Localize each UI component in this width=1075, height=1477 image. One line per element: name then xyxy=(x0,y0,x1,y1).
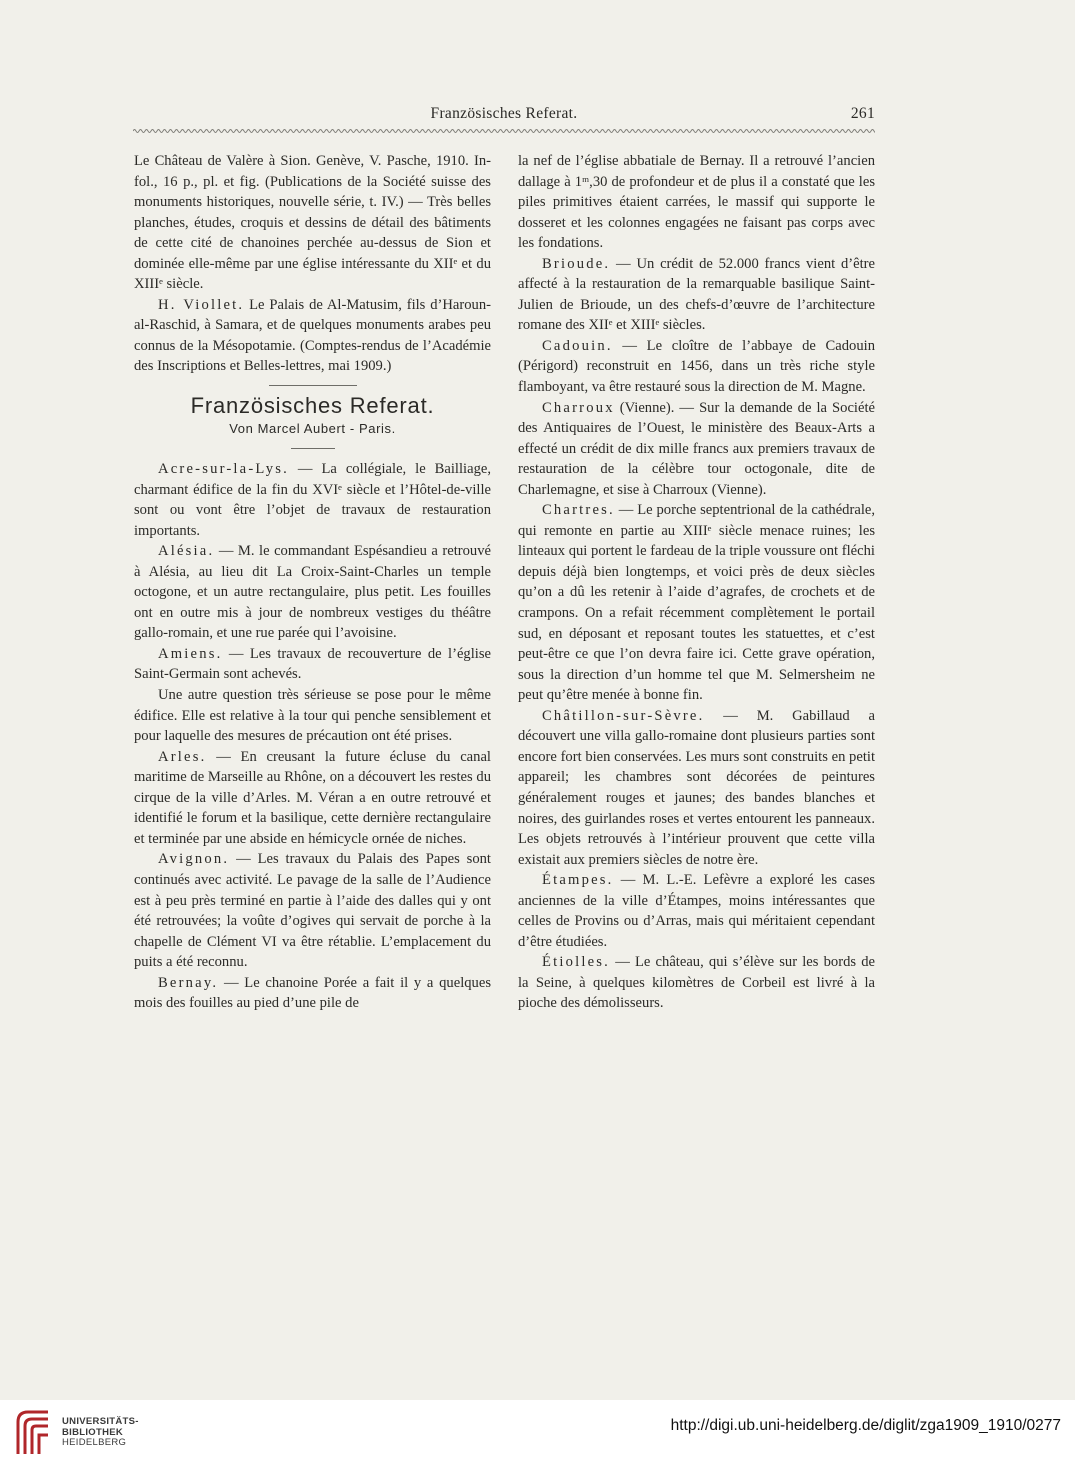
divider xyxy=(291,448,335,449)
report-entry: Alésia. — M. le commandant Espésandieu a retrouvé à Alésia, au lieu dit La Croix-Saint-Charles un temple octogone, et un autre rectangulaire, plus petit. Les fouilles ont en outre mis à jour de nombreux vestiges du théâtre gallo-romain, et une rue parée qui l’avoisine. xyxy=(134,543,491,642)
report-entry: Bernay. — Le chanoine Porée a fait il y a quelques mois des fouilles au pied d’une pile de xyxy=(134,974,491,1012)
running-header xyxy=(133,103,875,127)
running-title: Französisches Referat. xyxy=(430,105,578,122)
report-entry: Étampes. — M. L.-E. Lefèvre a exploré les cases anciennes de la ville d’Étampes, moins intéressantes que celles de Provins ou d’Arras, mais qui méritaient cependant d’être étudiées. xyxy=(518,872,875,950)
left-column xyxy=(134,151,491,1014)
report-entry: Chartres. — Le porche septentrional de la cathédrale, qui remonte en partie au XIIIᵉ siècle menace ruines; les linteaux qui portent le fardeau de la triple voussure ont fléchi depuis déjà bien longtemps, et voici près de deux siècles qu’on a dû les retenir à l’aide d’agrafes, de crochets et de crampons. On a refait récemment complètement le portail sud, en déposant et reposant toutes les statuettes, et c’est peut-être ce que l’on devra faire ici. Cette grave opération, sous la direction d’un homme tel que M. Selmersheim ne peut qu’être menée à bonne fin. xyxy=(518,502,875,704)
page-number: 261 xyxy=(850,105,875,122)
report-entry: Avignon. — Les travaux du Palais des Papes sont continués avec activité. Le pavage de la salle de l’Audience est à peu près terminé en partie à l’aide des dalles qui y ont été retrouvées; la voûte d’ogives qui servait de porche à la chapelle de Clément VI va être rétablie. L’emplacement du puits a été reconnu. xyxy=(134,851,491,971)
report-entry: Châtillon-sur-Sèvre. — M. Gabillaud a découvert une villa gallo-romaine dont plusieurs parties sont encore fort bien conservées. Les murs sont construits en petit appareil; les chambres sont décorées de peintures généralement rouges et jaunes; des bandes blanches et noires, des guirlandes roses et vertes entourent les panneaux. Les objets retrouvés à l’intérieur prouvent que cette villa existait aux premiers siècles de notre ère. xyxy=(518,707,875,868)
report-entry: Brioude. — Un crédit de 52.000 francs vient d’être affecté à la restauration de la remarquable basilique Saint-Julien de Brioude, un des chefs-d’œuvre de l’architecture romane des XIIᵉ et XIIIᵉ siècles. xyxy=(518,255,875,334)
divider xyxy=(269,385,357,386)
wavy-rule xyxy=(133,127,875,135)
footer-bar xyxy=(0,1400,1075,1477)
source-url[interactable]: http://digi.ub.uni-heidelberg.de/diglit/zga1909_1910/0277 xyxy=(670,1417,1061,1434)
report-entry: Acre-sur-la-Lys. — La collégiale, le Bailliage, charmant édifice de la fin du XVIᵉ siècle et l’Hôtel-de-ville sont ou vont être l’objet de travaux de restauration importants. xyxy=(134,461,491,539)
report-entry: Cadouin. — Le cloître de l’abbaye de Cadouin (Périgord) reconstruit en 1456, dans un très riche style flamboyant, va être restauré sous la direction de M. Magne. xyxy=(518,337,875,396)
bibliography-entry: H. Viollet. Le Palais de Al-Matusim, fils d’Haroun-al-Raschid, à Samara, et de quelques monuments arabes peu connus de la Mésopotamie. (Comptes-rendus de l’Académie des Inscriptions et Belles-lettres, mai 1909.) xyxy=(134,296,491,375)
section-author: Von Marcel Aubert - Paris. xyxy=(229,421,396,437)
section-title: Französisches Referat. xyxy=(190,393,435,419)
right-column xyxy=(518,151,875,1014)
report-entry: Étiolles. — Le château, qui s’élève sur les bords de la Seine, à quelques kilomètres de Corbeil est livré à la pioche des démolisseurs. xyxy=(518,954,875,1012)
bibliography-entry: Le Château de Valère à Sion. Genève, V. Pasche, 1910. In-fol., 16 p., pl. et fig. (Publications de la Société suisse des monuments historiques, nouvelle série, t. IV.) — Très belles planches, études, croquis et dessins de détail des bâtiments de cette cité de chanoines perchée au-dessus de Sion et dominée elle-même par une église intéressante du XIIᵉ et du XIIIᵉ siècle. xyxy=(134,153,491,293)
report-entry: Arles. — En creusant la future écluse du canal maritime de Marseille au Rhône, on a découvert les restes du cirque de la ville d’Arles. M. Véran a en outre retrouvé et identifié le forum et la basilique, cette dernière rectangulaire et terminée par une abside en hémicycle ornée de niches. xyxy=(134,748,491,847)
report-entry: Amiens. — Les travaux de recouverture de l’église Saint-Germain sont achevés. xyxy=(134,645,491,683)
report-entry: Charroux (Vienne). — Sur la demande de la Société des Antiquaires de l’Ouest, le ministère des Beaux-Arts a effecté un crédit de dix mille francs aux premiers travaux de restauration de la célèbre tour octogonale, dite de Charlemagne, et sise à Charroux (Vienne). xyxy=(518,399,875,498)
heidelberg-library-logo-icon[interactable] xyxy=(14,1408,56,1458)
report-entry: Une autre question très sérieuse se pose pour le même édifice. Elle est relative à la tour qui penche sensiblement et pour laquelle des mesures de précaution ont été prises. xyxy=(134,687,491,745)
report-entry: la nef de l’église abbatiale de Bernay. Il a retrouvé l’ancien dallage à 1ᵐ,30 de profondeur et de plus il a constaté que les piles primitives étaient carrées, le massif qui supporte le dosseret et les colonnes engagées ne faisant pas corps avec les fondations. xyxy=(518,153,875,252)
institution-name: UNIVERSITÄTS- BIBLIOTHEK HEIDELBERG xyxy=(62,1416,139,1448)
